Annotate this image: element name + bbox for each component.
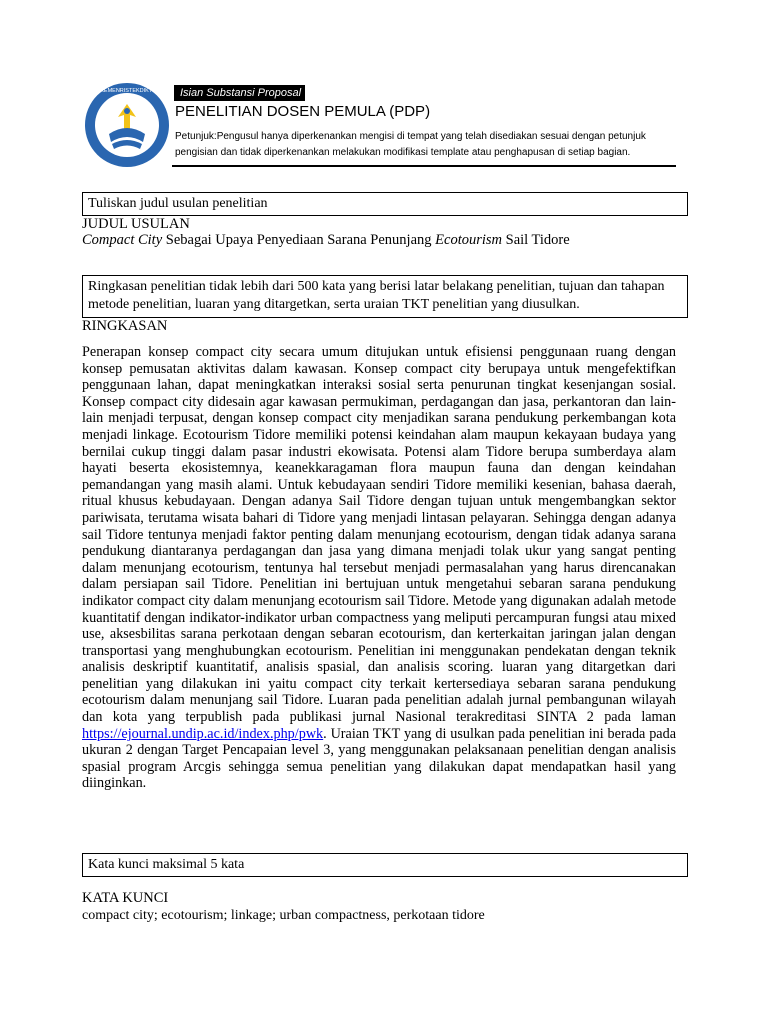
- summary-text-body: Penerapan konsep compact city secara umum ditujukan untuk efisiensi penggunaan ruang dengan konsep pemusatan aktivitas dalam kawasan. Konsep compact city berupaya untuk mengefektifkan penggunaan lahan, dapat meningkatkan interaksi sosial serta penurunan tingkat kesenjangan sosial. Konsep compact city didesain agar kawasan permukiman, perdagangan dan jasa, perkantoran dan lain-lain menjadi terpusat, dengan konsep compact city menjadikan sarana pendukung perkembangan kota menjadi linkage. Ecotourism Tidore memiliki potensi keindahan alam maupun kekayaan budaya yang bernilai cukup tinggi dalam pasar industri ekowisata. Potensi alam Tidore berupa sumberdaya alam hayati beserta ekosistemnya, keanekkaragaman flora maupun fauna dan dengan keindahan pemandangan yang masih alami. Untuk kebudayaan sendiri Tidore memiliki kesenian, bahasa daerah, ritual khusus kebudayaan. Dengan adanya Sail Tidore dengan tujuan untuk mengembangkan sektor pariwisata, terutama wisata bahari di Tidore yang menjadi lintasan pelayaran. Sehingga dengan adanya sail Tidore tentunya menjadi faktor penting dalam menunjang ecotourism, dengan tidak adanya sarana pendukung diantaranya perdagangan dan jasa yang dimana menjadi tolak ukur yang sangat penting dalam menunjang ecotourism, tentunya hal tersebut menjadi permasalahan yang harus direncanakan dalam persiapan sail Tidore. Penelitian ini bertujuan untuk mengetahui sebaran sarana pendukung indikator compact city dalam menunjang ecotourism sail Tidore. Metode yang digunakan adalah metode kuantitatif dengan indikator-indikator urban compactness yang meliputi percampuran fungsi atau mixed use, aksesbilitas sarana perkotaan dengan sebaran ecotourism, dan kerterkaitan jaringan jalan dengan transportasi yang menghubungkan ecotourism. Penelitian ini menggunakan pendekatan dengan teknik analisis deskriptif kuantitatif, analisis spasial, dan analisis scoring. luaran yang ditargetkan dari penelitian yang dilakukan ini yaitu compact city terkait kertersediaya sebaran sarana pendukung ecotourism dalam menunjang sail Tidore. Luaran pada penelitian adalah jurnal pembangunan wilayah dan kota yang terpublish pada publikasi jurnal Nasional terakreditasi SINTA 2 pada laman: [82, 344, 676, 726]
- title-prompt-box: Tuliskan judul usulan penelitian: [82, 192, 688, 216]
- proposal-title-part1: Compact City: [82, 232, 163, 248]
- journal-link[interactable]: https://ejournal.undip.ac.id/index.php/pwk: [82, 725, 324, 742]
- program-title: PENELITIAN DOSEN PEMULA (PDP): [175, 103, 431, 120]
- proposal-title-part4: Sail Tidore: [502, 232, 570, 248]
- proposal-title-part2: Sebagai Upaya Penyediaan Sarana Penunjang: [162, 232, 436, 248]
- summary-prompt-box: Ringkasan penelitian tidak lebih dari 500 kata yang berisi latar belakang penelitian, tujuan dan tahapan metode penelitian, luaran yang ditargetkan, serta uraian TKT penelitian yang diusulkan.: [82, 275, 688, 318]
- section-tag: Isian Substansi Proposal: [174, 85, 305, 101]
- header-divider: [172, 165, 676, 167]
- summary-text: [82, 344, 676, 792]
- tut-wuri-handayani-logo: [84, 82, 170, 168]
- title-label: JUDUL USULAN: [82, 216, 190, 232]
- keywords-prompt-box: Kata kunci maksimal 5 kata: [82, 853, 688, 877]
- logo-text: KEMENRISTEKDIKTI: [100, 88, 154, 94]
- instruction-text: Petunjuk:Pengusul hanya diperkenankan mengisi di tempat yang telah disediakan sesuai dengan petunjuk pengisian dan tidak diperkenankan melakukan modifikasi template atau penghapusan di setiap bagian.: [175, 131, 646, 158]
- keywords-value: compact city; ecotourism; linkage; urban compactness, perkotaan tidore: [82, 908, 485, 923]
- summary-label: RINGKASAN: [82, 318, 168, 334]
- proposal-title-part3: Ecotourism: [435, 232, 503, 248]
- summary-text-end: . Uraian TKT yang di usulkan pada penelitian ini berada pada ukuran 2 dengan Target Pencapaian level 3, yang menggunakan pelaksanaan penelitian dengan analisis spasial program Arcgis sehingga semua penelitian yang dilakukan dapat mendapatkan hasil yang diinginkan.: [82, 725, 676, 792]
- proposal-title: [82, 232, 570, 249]
- keywords-label: KATA KUNCI: [82, 890, 169, 906]
